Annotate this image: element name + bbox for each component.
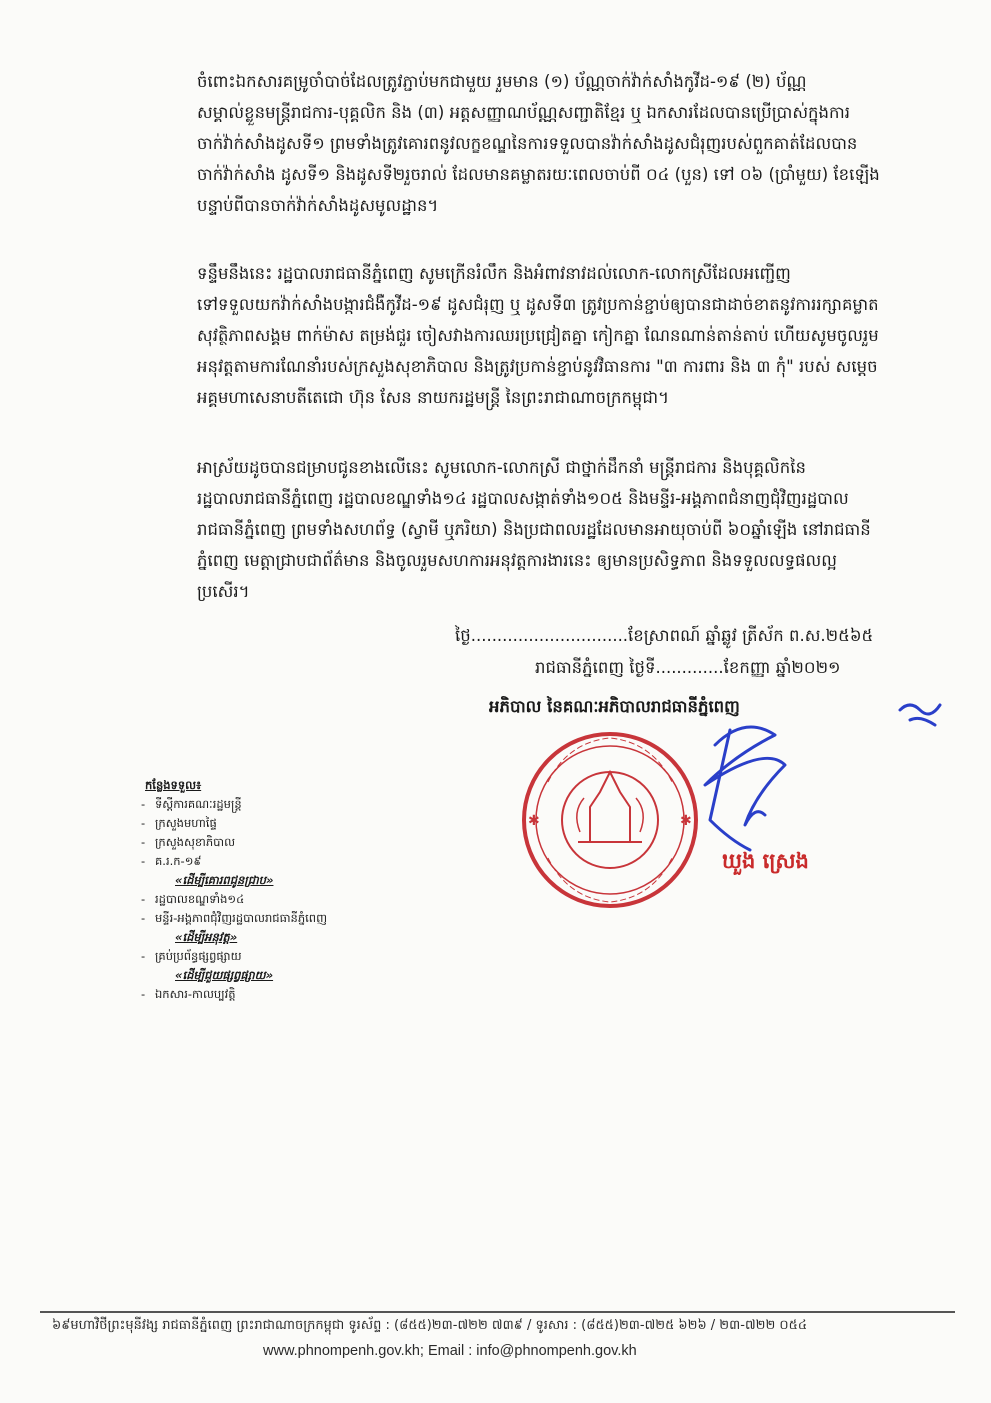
paragraph-line: ចំពោះឯកសារគម្រូចាំបាច់ដែលត្រូវភ្ជាប់មកជាមួយ រួមមាន (១) ប័ណ្ណចាក់វ៉ាក់សាំងកូវីដ-១៩ (២) ប័ណ្ណ bbox=[197, 72, 807, 91]
recipient-label: ក្រសួងសុខាភិបាល bbox=[155, 835, 236, 849]
recipients-heading: កន្លែងទទួល៖ bbox=[145, 778, 202, 792]
footer-web-email: www.phnompenh.gov.kh; Email : info@phnompenh.gov.kh bbox=[263, 1343, 637, 1359]
recipient-purpose: «ដើម្បីគោរពជូនជ្រាប» bbox=[175, 873, 274, 887]
svg-text:✱: ✱ bbox=[680, 813, 692, 829]
paragraph-line: អាស្រ័យដូចបានជម្រាបជូនខាងលើនេះ សូមលោក-លោកស្រី ជាថ្នាក់ដឹកនាំ មន្ត្រីរាជការ និងបុគ្គលិកនៃ bbox=[197, 458, 806, 477]
recipient-item bbox=[141, 985, 327, 1004]
bullet-dash: - bbox=[141, 949, 146, 963]
bullet-dash: - bbox=[141, 854, 146, 868]
footer-divider bbox=[40, 1311, 955, 1313]
bullet-dash: - bbox=[141, 911, 146, 925]
svg-text:✱: ✱ bbox=[528, 813, 540, 829]
footer-address: ៦៩មហាវិថីព្រះមុនីវង្ស រាជធានីភ្នំពេញ ព្រះរាជាណាចក្រកម្ពុជា ទូរស័ព្ទ : (៨៥៥)២៣-៧២២ ៧៣៩ / ទូរសារ : (៨៥៥)២៣-៧២៥ ៦២៦ / ២៣-៧២២ ០៥៤ bbox=[52, 1318, 808, 1333]
bullet-dash: - bbox=[141, 892, 146, 906]
paragraph-safety-reminder bbox=[197, 258, 937, 413]
paragraph-line: ទន្ទឹមនឹងនេះ រដ្ឋបាលរាជធានីភ្នំពេញ សូមក្រើនរំលឹក និងអំពាវនាវដល់លោក-លោកស្រីដែលអញ្ជើញ bbox=[197, 264, 791, 283]
recipient-item bbox=[141, 852, 327, 871]
signatory-name: ឃួង ស្រេង bbox=[722, 849, 809, 873]
recipient-label: ឯកសារ-កាលប្បវត្តិ bbox=[155, 987, 236, 1001]
paragraph-line: រាជធានីភ្នំពេញ ព្រមទាំងសហព័ទ្ធ (ស្វាមី ឬភរិយា) និងប្រជាពលរដ្ឋដែលមានអាយុចាប់ពី ៦០ឆ្នាំឡើង នៅរាជធានី bbox=[197, 520, 871, 539]
recipient-item bbox=[141, 947, 327, 966]
recipient-purpose: «ដើម្បីជួយផ្សព្វផ្សាយ» bbox=[175, 968, 274, 982]
recipients-list bbox=[141, 776, 327, 1004]
paragraph-line: ភ្នំពេញ មេត្តាជ្រាបជាព័ត៌មាន និងចូលរួមសហការអនុវត្តការងារនេះ ឲ្យមានប្រសិទ្ធភាព និងទទួលលទ្ធផលល្អ bbox=[197, 551, 837, 570]
paragraph-conclusion bbox=[197, 452, 937, 607]
paragraph-line: រដ្ឋបាលរាជធានីភ្នំពេញ រដ្ឋបាលខណ្ឌទាំង១៤ រដ្ឋបាលសង្កាត់ទាំង១០៥ និងមន្ទីរ-អង្គភាពជំនាញជុំវិញរដ្ឋបាល bbox=[197, 489, 849, 508]
paragraph-line: ចាក់វ៉ាក់សាំងដូសទី១ ព្រមទាំងត្រូវគោរពនូវលក្ខខណ្ឌនៃការទទួលបានវ៉ាក់សាំងដូសជំរុញរបស់ពួកគាត់ដែលបាន bbox=[197, 134, 858, 153]
paragraph-line: អគ្គមហាសេនាបតីតេជោ ហ៊ុន សែន នាយករដ្ឋមន្ត្រី នៃព្រះរាជាណាចក្រកម្ពុជា។ bbox=[197, 388, 669, 407]
recipient-label: គ្រប់ប្រព័ន្ធផ្សព្វផ្សាយ bbox=[155, 949, 242, 963]
bullet-dash: - bbox=[141, 987, 146, 1001]
paragraph-line: ប្រសើរ។ bbox=[197, 582, 250, 601]
recipient-item bbox=[141, 890, 327, 909]
recipient-purpose: «ដើម្បីអនុវត្ត» bbox=[175, 930, 238, 944]
recipient-label: គ.រ.ក-១៩ bbox=[155, 854, 202, 868]
signatory-title: អភិបាល នៃគណៈអភិបាលរាជធានីភ្នំពេញ bbox=[489, 697, 740, 716]
recipient-item bbox=[141, 833, 327, 852]
date-block bbox=[455, 620, 945, 684]
recipient-label: ក្រសួងមហាផ្ទៃ bbox=[155, 816, 217, 830]
paragraph-line: សម្គាល់ខ្លួនមន្ត្រីរាជការ-បុគ្គលិក និង (៣) អត្តសញ្ញាណប័ណ្ណសញ្ជាតិខ្មែរ ឬ ឯកសារដែលបានប្រើប្រាស់ក្នុងការ bbox=[197, 103, 850, 122]
paragraph-line: ចាក់វ៉ាក់សាំង ដូសទី១ និងដូសទី២រួចរាល់ ដែលមានគម្លាតរយៈពេលចាប់ពី ០៤ (បួន) ទៅ ០៦ (ប្រាំមួយ) ខែឡើង bbox=[197, 165, 880, 184]
paragraph-line: ទៅទទួលយកវ៉ាក់សាំងបង្ការជំងឺកូវីដ-១៩ ដូសជំរុញ ឬ ដូសទី៣ ត្រូវប្រកាន់ខ្ជាប់ឲ្យបានជាដាច់ខាតនូវការរក្សាគម្លាត bbox=[197, 295, 879, 314]
recipient-item bbox=[141, 909, 327, 928]
recipient-item bbox=[141, 814, 327, 833]
signature-icon bbox=[620, 690, 950, 860]
recipient-label: ទីស្តីការគណៈរដ្ឋមន្ត្រី bbox=[155, 797, 242, 811]
bullet-dash: - bbox=[141, 797, 146, 811]
bullet-dash: - bbox=[141, 816, 146, 830]
recipient-item bbox=[141, 795, 327, 814]
paragraph-documents-required bbox=[197, 66, 937, 221]
solar-date: រាជធានីភ្នំពេញ ថ្ងៃទី.............ខែកញ្ញា ឆ្នាំ២០២១ bbox=[535, 658, 841, 677]
recipient-label: មន្ទីរ-អង្គភាពជុំវិញរដ្ឋបាលរាជធានីភ្នំពេញ bbox=[155, 911, 328, 925]
recipient-label: រដ្ឋបាលខណ្ឌទាំង១៤ bbox=[155, 892, 245, 906]
paragraph-line: បន្ទាប់ពីបានចាក់វ៉ាក់សាំងដូសមូលដ្ឋាន។ bbox=[197, 196, 439, 215]
paragraph-line: សុវត្ថិភាពសង្គម ពាក់ម៉ាស តម្រង់ជួរ ចៀសវាងការឈរប្រជ្រៀតគ្នា កៀកគ្នា ណែនណាន់តាន់តាប់ ហើយសូមចូលរួម bbox=[197, 326, 879, 345]
lunar-date: ថ្ងៃ..............................ខែស្រាពណ៍ ឆ្នាំឆ្លូវ ត្រីស័ក ព.ស.២៥៦៥ bbox=[455, 626, 874, 645]
bullet-dash: - bbox=[141, 835, 146, 849]
paragraph-line: អនុវត្តតាមការណែនាំរបស់ក្រសួងសុខាភិបាល និងត្រូវប្រកាន់ខ្ជាប់នូវវិធានការ "៣ ការពារ និង ៣ កុំ" របស់ សម្តេច bbox=[197, 357, 878, 376]
